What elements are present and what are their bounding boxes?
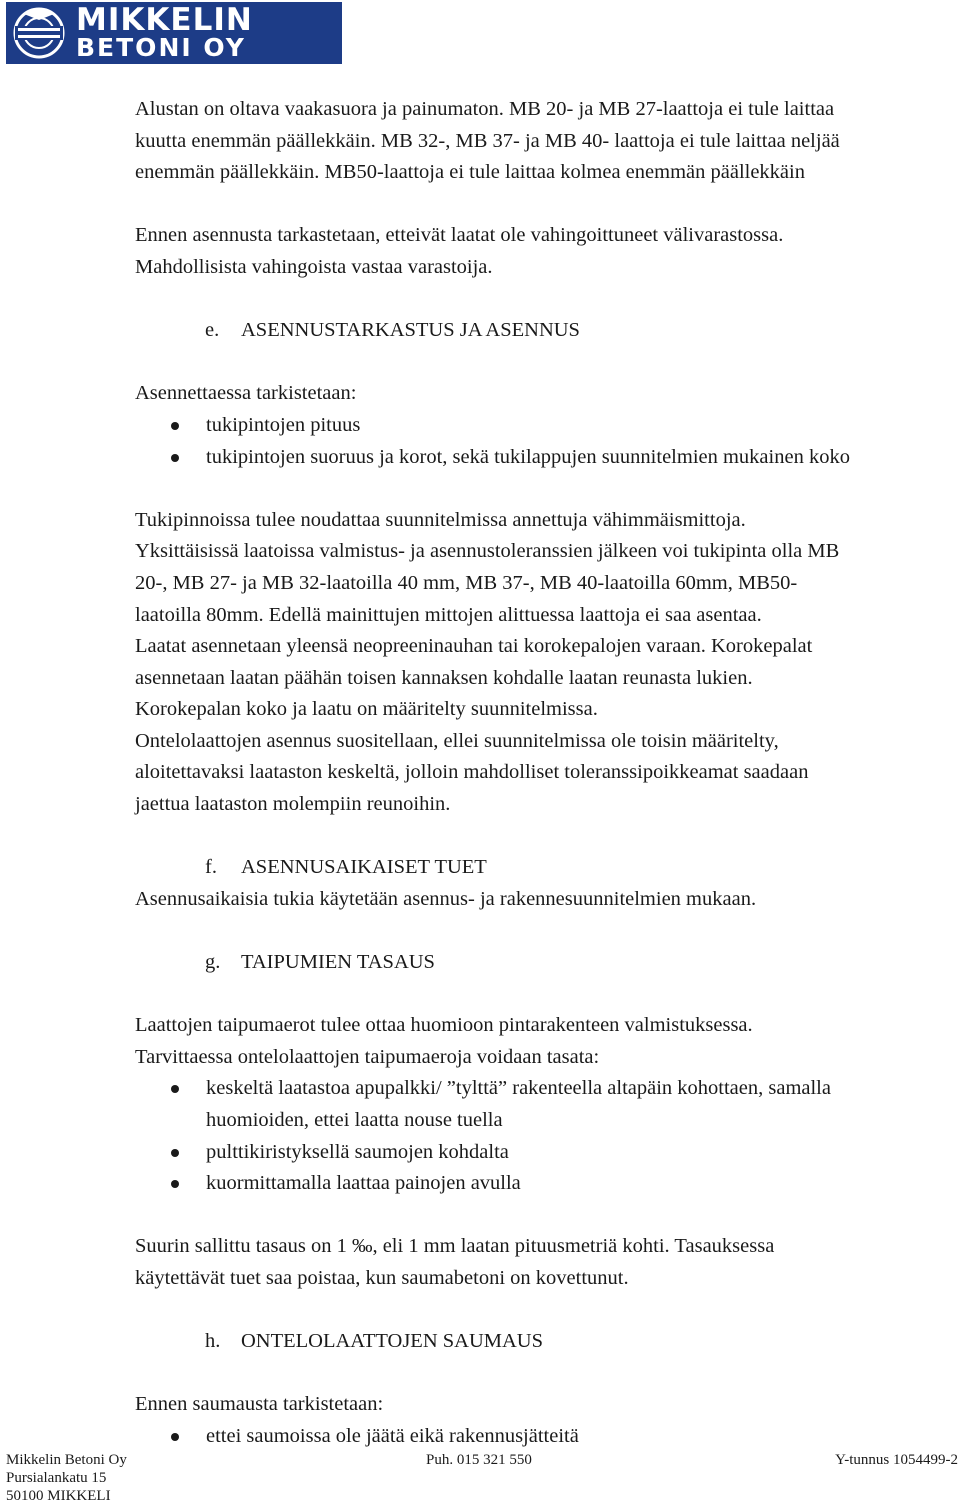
bullet-list [135,1073,957,1199]
page-footer [6,1451,960,1505]
section-title: ASENNUSTARKASTUS JA ASENNUS [241,319,580,342]
section-title: ASENNUSAIKAISET TUET [241,856,487,879]
section-intro: Asennettaessa tarkistetaan: [135,382,357,405]
section-heading-f [135,852,957,884]
list-item: tukipintojen suoruus ja korot, sekä tukilappujen suunnitelmien mukainen koko [135,442,957,474]
body-line: käytettävät tuet saa poistaa, kun saumabetoni on kovettunut. [135,1266,629,1289]
storage-line: kuutta enemmän päällekkäin. MB 32-, MB 37- ja MB 40- laattoja ei tule laittaa neljää [135,129,840,152]
body-line: Korokepalan koko ja laatu on määritelty suunnitelmissa. [135,698,598,721]
section-heading-g [135,947,957,979]
list-item: ettei saumoissa ole jäätä eikä rakennusjätteitä [135,1421,957,1453]
footer-phone: Puh. 015 321 550 [426,1452,532,1468]
storage-line: enemmän päällekkäin. MB50-laattoja ei tule laittaa kolmea enemmän päällekkäin [135,161,805,184]
section-intro: Ennen saumausta tarkistetaan: [135,1393,384,1416]
body-line: Tukipinnoissa tulee noudattaa suunnitelmissa annettuja vähimmäismittoja. [135,508,746,531]
body-line: Ontelolaattojen asennus suositellaan, ellei suunnitelmissa ole toisin määritelty, [135,729,779,752]
body-line: Laatat asennetaan yleensä neopreeninauhan tai korokepalojen varaan. Korokepalat [135,635,813,658]
body-line: Suurin sallittu tasaus on 1 ‰, eli 1 mm laatan pituusmetriä kohti. Tasauksessa [135,1235,775,1258]
section-letter: e. [205,319,220,342]
body-line: asennetaan laatan päähän toisen kannaksen kohdalle laatan reunasta lukien. [135,666,753,689]
section-letter: f. [205,856,217,879]
list-item [135,1073,957,1136]
section-letter: g. [205,951,221,974]
body-line: Tarvittaessa ontelolaattojen taipumaeroja voidaan tasata: [135,1045,600,1068]
body-line: 20-, MB 27- ja MB 32-laatoilla 40 mm, MB 37-, MB 40-laatoilla 60mm, MB50- [135,571,798,594]
body-line: laatoilla 80mm. Edellä mainittujen mittojen alittuessa laattoja ei saa asentaa. [135,603,762,626]
logo-emblem-icon [10,6,68,60]
footer-company: Mikkelin Betoni Oy [6,1452,127,1468]
inspection-line: Ennen asennusta tarkastetaan, etteivät laatat ole vahingoittuneet välivarastossa. [135,224,784,247]
list-item-continuation: huomioiden, ettei laatta nouse tuella [206,1109,503,1131]
section-heading-e [135,315,957,347]
footer-city: 50100 MIKKELI [6,1488,111,1504]
section-heading-h [135,1326,957,1358]
list-item: kuormittamalla laattaa painojen avulla [135,1168,957,1200]
bullet-list [135,410,957,473]
bullet-list [135,1421,957,1453]
inspection-line: Mahdollisista vahingoista vastaa varastoija. [135,255,493,278]
logo-text-line1: MIKKELIN [76,2,253,38]
storage-line: Alustan on oltava vaakasuora ja painumaton. MB 20- ja MB 27-laattoja ei tule laittaa [135,98,835,120]
section-letter: h. [205,1330,221,1353]
list-item: pulttikiristyksellä saumojen kohdalta [135,1137,957,1169]
body-line: Asennusaikaisia tukia käytetään asennus- ja rakennesuunnitelmien mukaan. [135,887,757,910]
list-item: tukipintojen pituus [135,410,957,442]
body-line: jaettua laataston molempiin reunoihin. [135,793,451,816]
list-item-text: keskeltä laatastoa apupalkki/ ”tylttä” rakenteella altapäin kohottaen, samalla [206,1077,831,1100]
body-line: aloitettavaksi laataston keskeltä, jolloin mahdolliset toleranssipoikkeamat saadaan [135,761,809,784]
company-logo [6,2,342,64]
body-line: Laattojen taipumaerot tulee ottaa huomioon pintarakenteen valmistuksessa. [135,1014,753,1037]
section-title: TAIPUMIEN TASAUS [241,951,435,974]
footer-business-id: Y-tunnus 1054499-2 [835,1452,958,1468]
document-body [135,94,957,1453]
body-line: Yksittäisissä laatoissa valmistus- ja asennustoleranssien jälkeen voi tukipinta olla MB [135,540,840,563]
logo-text-line2: BETONI OY [76,33,246,62]
section-title: ONTELOLAATTOJEN SAUMAUS [241,1330,543,1353]
footer-street: Pursialankatu 15 [6,1470,107,1486]
